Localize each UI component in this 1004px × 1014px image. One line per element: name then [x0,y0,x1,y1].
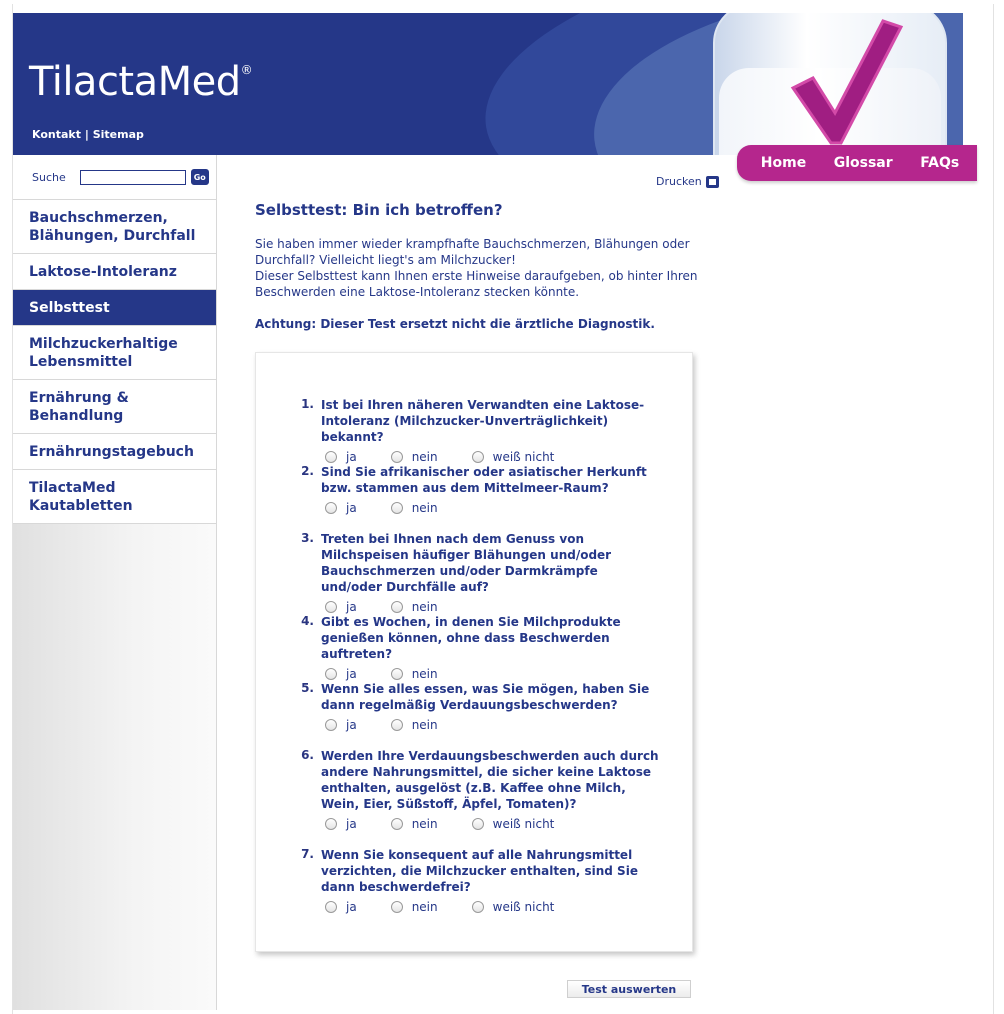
option-label: ja [346,900,357,914]
site-logo[interactable] [29,59,252,105]
radio-button[interactable] [391,818,403,830]
radio-button[interactable] [325,502,337,514]
page-title: Selbsttest: Bin ich betroffen? [255,201,503,219]
option-nein[interactable] [391,817,438,831]
option-weiss-nicht[interactable] [472,817,555,831]
link-separator: | [84,128,89,141]
option-ja[interactable] [325,667,357,681]
radio-button[interactable] [472,818,484,830]
radio-button[interactable] [325,719,337,731]
option-nein[interactable] [391,450,438,464]
option-label: nein [411,667,438,681]
option-label: weiß nicht [492,900,555,914]
option-ja[interactable] [325,600,357,614]
question-6 [300,748,660,831]
checkmark-icon [783,13,903,148]
radio-button[interactable] [391,601,403,613]
question-text: Wenn Sie konsequent auf alle Nahrungsmittel verzichten, die Milchzucker enthalten, sind Sie dann beschwerdefrei? [321,848,638,894]
answer-options [325,450,660,464]
search-box [13,155,216,200]
question-number: 5. [301,681,314,695]
registered-mark: ® [240,63,253,77]
radio-button[interactable] [391,451,403,463]
search-input[interactable] [80,170,186,185]
option-label: nein [411,900,438,914]
question-number: 1. [301,397,314,411]
option-nein[interactable] [391,501,438,515]
question-1 [300,397,660,464]
sidebar-item-kautabletten[interactable]: TilactaMed Kautabletten [13,470,216,524]
nav-glossar[interactable]: Glossar [833,155,893,171]
option-label: ja [346,501,357,515]
kontakt-link[interactable]: Kontakt [32,128,81,141]
option-label: nein [411,600,438,614]
radio-button[interactable] [325,451,337,463]
radio-button[interactable] [391,719,403,731]
sidebar-item-ernaehrung-behandlung[interactable]: Ernährung & Behandlung [13,380,216,434]
option-label: ja [346,450,357,464]
question-number: 3. [301,531,314,545]
option-ja[interactable] [325,817,357,831]
question-number: 7. [301,847,314,861]
top-navigation [737,145,977,181]
search-go-button[interactable]: Go [191,169,209,185]
option-label: ja [346,718,357,732]
radio-button[interactable] [391,901,403,913]
option-label: ja [346,817,357,831]
sidebar-item-laktose-intoleranz[interactable]: Laktose-Intoleranz [13,254,216,290]
print-label: Drucken [656,175,702,188]
option-label: nein [411,817,438,831]
answer-options [325,718,660,732]
option-ja[interactable] [325,501,357,515]
nav-faqs[interactable]: FAQs [920,155,960,171]
question-7 [300,847,660,914]
option-weiss-nicht[interactable] [472,900,555,914]
radio-button[interactable] [325,901,337,913]
question-text: Gibt es Wochen, in denen Sie Milchprodukte genießen können, ohne dass Beschwerden auftreten? [321,615,621,661]
sidebar-item-bauchschmerzen[interactable]: Bauchschmerzen, Blähungen, Durchfall [13,200,216,254]
nav-home[interactable]: Home [760,155,807,171]
intro-paragraph-2: Dieser Selbsttest kann Ihnen erste Hinweise daraufgeben, ob hinter Ihren Beschwerden eine Laktose-Intoleranz stecken könnte. [255,269,698,299]
header-banner [13,13,963,155]
option-label: ja [346,600,357,614]
answer-options [325,501,660,515]
print-icon [706,176,719,188]
question-text: Ist bei Ihren näheren Verwandten eine Laktose-Intoleranz (Milchzucker-Unverträglichkeit) bekannt? [321,398,645,444]
question-number: 2. [301,464,314,478]
sidebar-item-milchzuckerhaltige-lebensmittel[interactable]: Milchzuckerhaltige Lebensmittel [13,326,216,380]
question-text: Sind Sie afrikanischer oder asiatischer Herkunft bzw. stammen aus dem Mittelmeer-Raum? [321,465,647,495]
radio-button[interactable] [325,601,337,613]
evaluate-test-button[interactable]: Test auswerten [567,980,691,998]
question-3 [300,531,660,614]
utility-links [32,128,144,141]
print-link[interactable] [656,175,719,188]
quiz-panel [255,352,693,952]
answer-options [325,667,660,681]
search-label: Suche [32,170,66,184]
option-label: ja [346,667,357,681]
radio-button[interactable] [391,668,403,680]
option-nein[interactable] [391,600,438,614]
option-weiss-nicht[interactable] [472,450,555,464]
option-ja[interactable] [325,450,357,464]
option-label: nein [411,718,438,732]
question-text: Werden Ihre Verdauungsbeschwerden auch durch andere Nahrungsmittel, die sicher keine Laktose enthalten, ausgelöst (z.B. Kaffee ohne Milch, Wein, Eier, Süßstoff, Äpfel, Tomaten)? [321,749,659,811]
radio-button[interactable] [325,818,337,830]
question-text: Treten bei Ihnen nach dem Genuss von Milchspeisen häufiger Blähungen und/oder Bauchschmerzen und/oder Darmkrämpfe und/oder Durchfälle auf? [321,532,612,594]
intro-paragraph-1: Sie haben immer wieder krampfhafte Bauchschmerzen, Blähungen oder Durchfall? Vielleicht liegt's am Milchzucker! [255,237,690,267]
option-label: weiß nicht [492,817,555,831]
option-ja[interactable] [325,900,357,914]
radio-button[interactable] [391,502,403,514]
radio-button[interactable] [472,901,484,913]
question-5 [300,681,660,732]
answer-options [325,900,660,914]
question-text: Wenn Sie alles essen, was Sie mögen, haben Sie dann regelmäßig Verdauungsbeschwerden? [321,682,650,712]
warning-text: Achtung: Dieser Test ersetzt nicht die ärztliche Diagnostik. [255,317,655,331]
option-label: nein [411,501,438,515]
option-nein[interactable] [391,900,438,914]
sitemap-link[interactable]: Sitemap [92,128,144,141]
sidebar [13,155,217,1010]
option-label: nein [411,450,438,464]
option-nein[interactable] [391,718,438,732]
answer-options [325,817,660,831]
option-label: weiß nicht [492,450,555,464]
option-nein[interactable] [391,667,438,681]
radio-button[interactable] [472,451,484,463]
question-number: 4. [301,614,314,628]
radio-button[interactable] [325,668,337,680]
intro-text [255,236,715,300]
sidebar-item-selbsttest[interactable]: Selbsttest [13,290,216,326]
answer-options [325,600,660,614]
option-ja[interactable] [325,718,357,732]
question-4 [300,614,660,681]
sidebar-item-ernaehrungstagebuch[interactable]: Ernährungstagebuch [13,434,216,470]
question-number: 6. [301,748,314,762]
question-2 [300,464,660,515]
logo-text: TilactaMed [29,59,241,105]
